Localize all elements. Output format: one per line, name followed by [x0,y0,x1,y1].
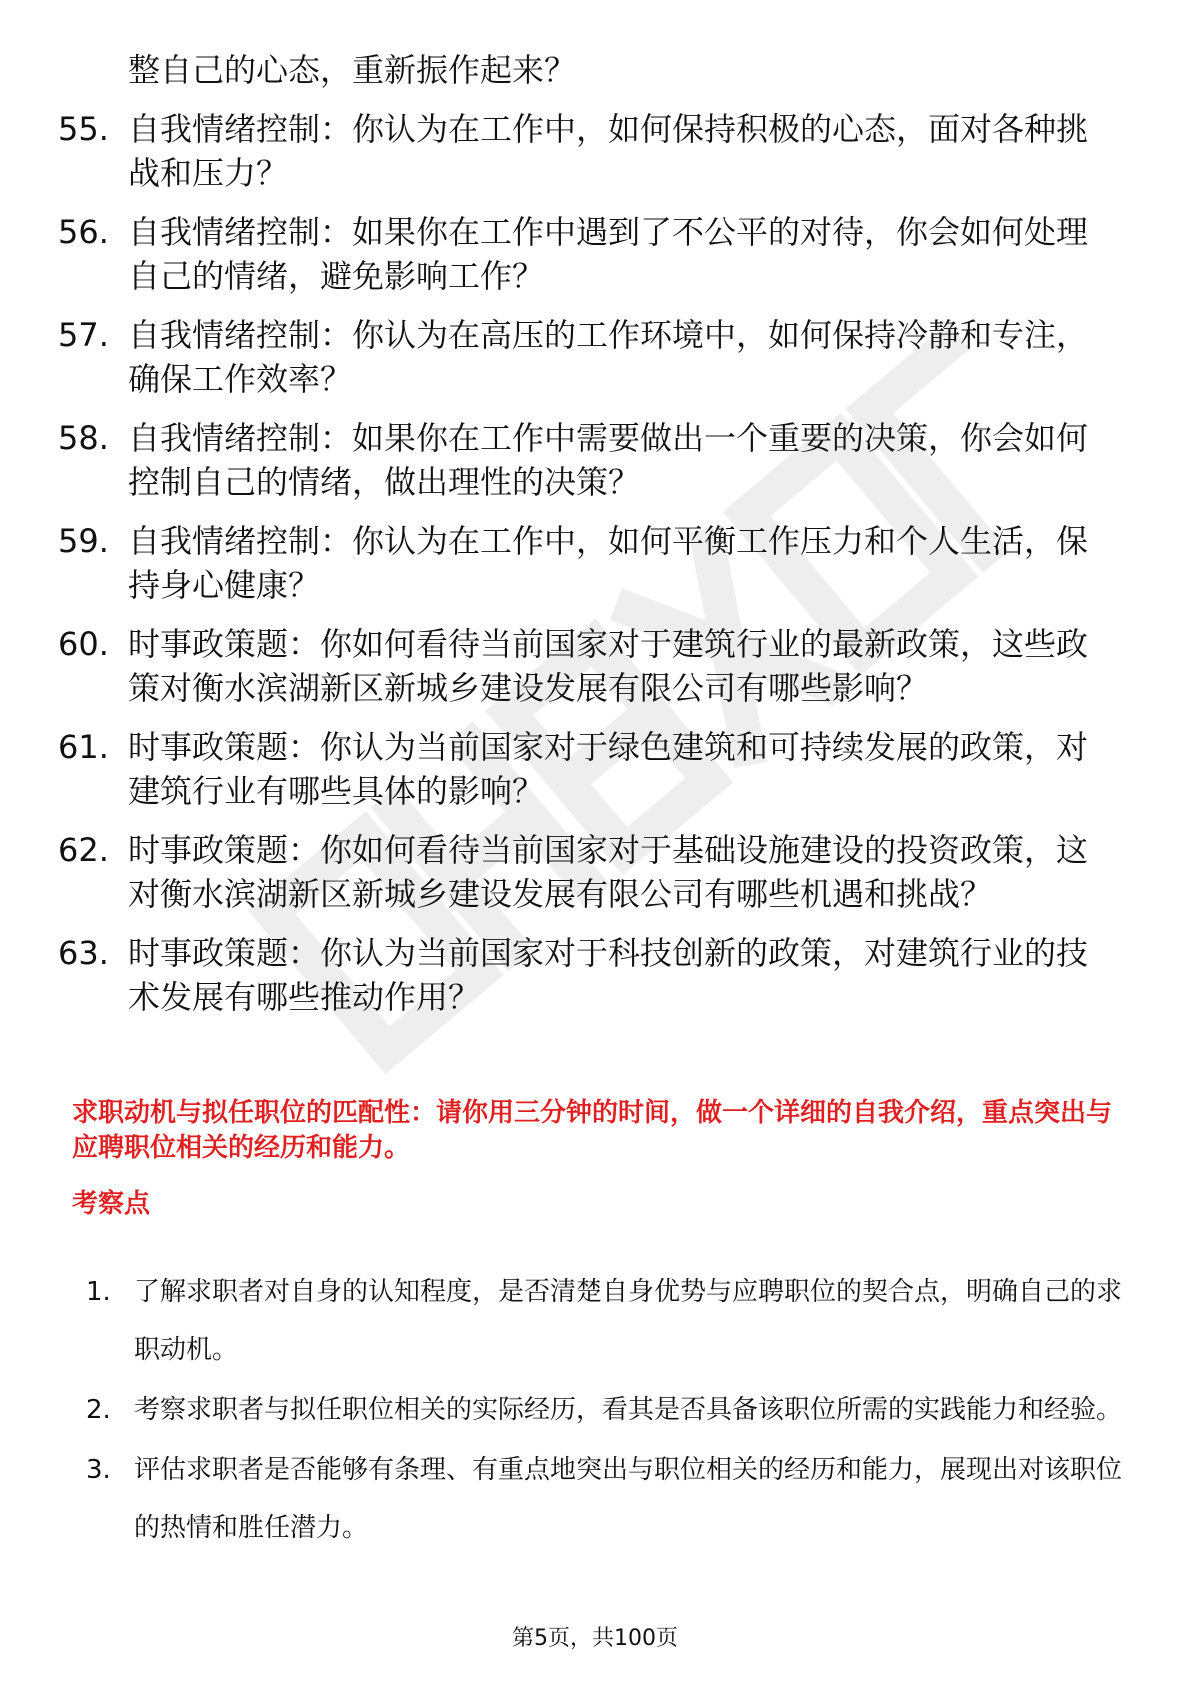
point-text: 了解求职者对自身的认知程度，是否清楚自身优势与应聘职位的契合点，明确自己的求职动机。 [134,1277,1123,1365]
question-text: 自我情绪控制：你认为在高压的工作环境中，如何保持冷静和专注，确保工作效率？ [128,316,1089,398]
assessment-point [78,1381,1128,1439]
question-item [58,828,1128,916]
question-number: 61. [58,728,109,766]
question-item [58,519,1128,607]
point-text: 评估求职者是否能够有条理、有重点地突出与职位相关的经历和能力，展现出对该职位的热情和胜任潜力。 [134,1455,1123,1543]
question-item [58,210,1128,298]
question-number: 59. [58,522,109,560]
question-number: 56. [58,213,109,251]
question-item [58,107,1128,195]
question-text: 自我情绪控制：如果你在工作中需要做出一个重要的决策，你会如何控制自己的情绪，做出理性的决策？ [128,419,1089,501]
question-item [58,416,1128,504]
question-text: 自我情绪控制：如果你在工作中遇到了不公平的对待，你会如何处理自己的情绪，避免影响工作？ [128,213,1089,295]
question-text: 自我情绪控制：你认为在工作中，如何平衡工作压力和个人生活，保持身心健康？ [128,522,1089,604]
continuation-text: 整自己的心态，重新振作起来？ [128,51,577,89]
question-text: 时事政策题：你如何看待当前国家对于建筑行业的最新政策，这些政策对衡水滨湖新区新城乡建设发展有限公司有哪些影响？ [128,625,1089,707]
assessment-point [78,1441,1128,1557]
page-footer: 第5页，共100页 [512,1626,678,1651]
question-item [58,725,1128,813]
question-number: 55. [58,110,109,148]
point-number: 2. [86,1395,111,1425]
question-number: 63. [58,934,109,972]
question-item [58,313,1128,401]
question-number: 58. [58,419,109,457]
point-number: 1. [86,1277,111,1307]
question-number: 60. [58,625,109,663]
question-text: 自我情绪控制：你认为在工作中，如何保持积极的心态，面对各种挑战和压力？ [128,110,1089,192]
question-item [58,622,1128,710]
question-item [58,931,1128,1019]
question-text: 时事政策题：你认为当前国家对于绿色建筑和可持续发展的政策，对建筑行业有哪些具体的影响？ [128,728,1089,810]
point-number: 3. [86,1455,111,1485]
question-continuation [58,48,1128,92]
assessment-points-title: 考察点 [72,1189,151,1219]
interview-question-heading: 求职动机与拟任职位的匹配性：请你用三分钟的时间，做一个详细的自我介绍，重点突出与应聘职位相关的经历和能力。 [72,1098,1113,1163]
question-number: 57. [58,316,109,354]
point-text: 考察求职者与拟任职位相关的实际经历，看其是否具备该职位所需的实践能力和经验。 [134,1395,1123,1425]
question-list [58,48,1128,1034]
question-text: 时事政策题：你如何看待当前国家对于基础设施建设的投资政策，这对衡水滨湖新区新城乡建设发展有限公司有哪些机遇和挑战？ [128,831,1089,913]
assessment-points-list [78,1263,1128,1559]
assessment-point [78,1263,1128,1379]
question-number: 62. [58,831,109,869]
question-text: 时事政策题：你认为当前国家对于科技创新的政策，对建筑行业的技术发展有哪些推动作用？ [128,934,1089,1016]
